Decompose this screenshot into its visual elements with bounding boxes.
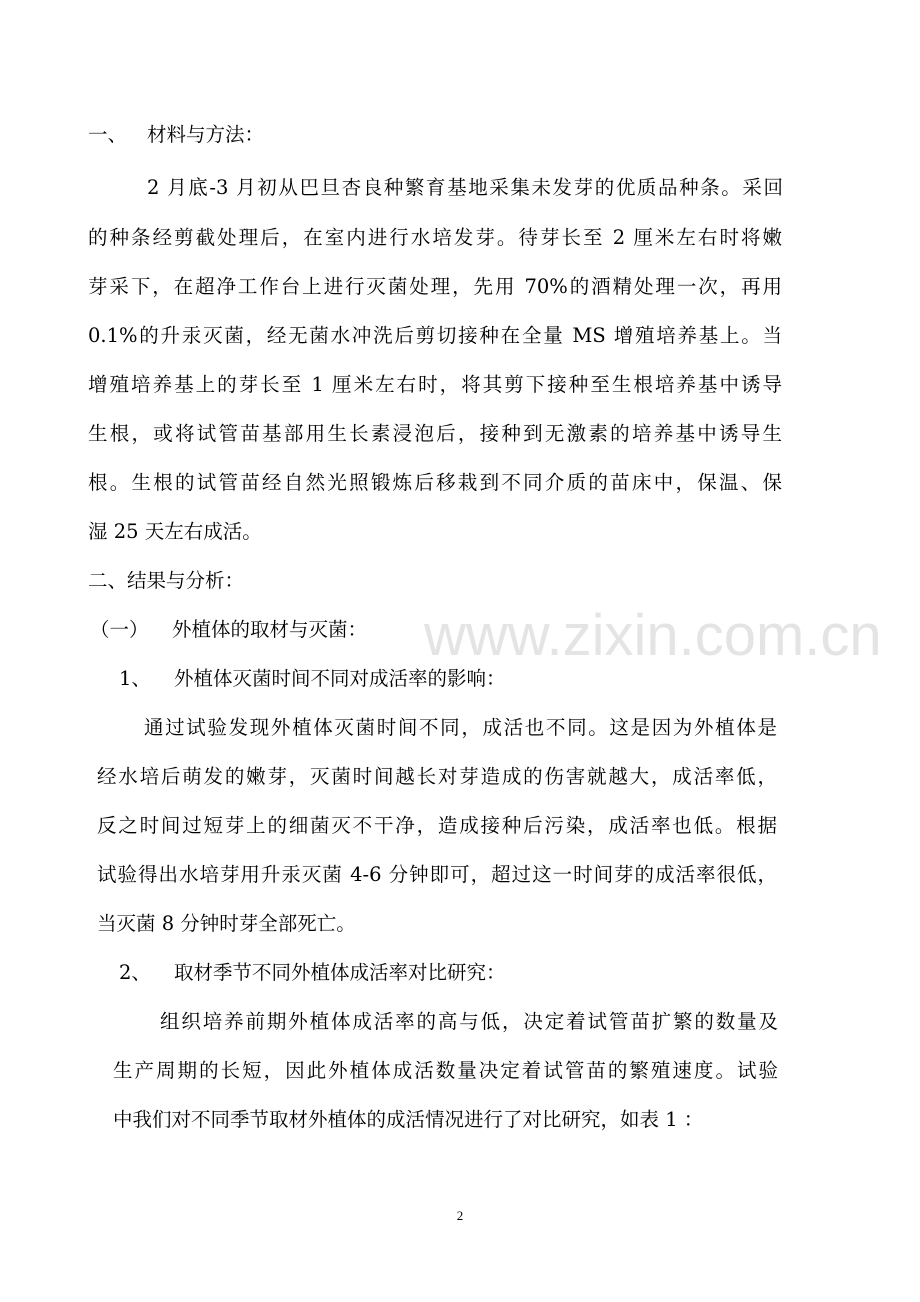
paragraph-line: 中我们对不同季节取材外植体的成活情况进行了对比研究，如表 1 ：	[113, 1108, 704, 1131]
paragraph-line: 的种条经剪截处理后，在室内进行水培发芽。待芽长至 2 厘米左右时将嫩	[88, 226, 782, 249]
section1-heading: 材料与方法：	[147, 123, 265, 146]
paragraph-line: 生根，或将试管苗基部用生长素浸泡后，接种到无激素的培养基中诱导生	[88, 422, 782, 445]
paragraph-line: 湿 25 天左右成活。	[88, 520, 262, 543]
paragraph-line: 根。生根的试管苗经自然光照锻炼后移栽到不同介质的苗床中，保温、保	[88, 471, 782, 494]
page-number: 2	[456, 1208, 464, 1223]
paragraph-line: 0.1%的升汞灭菌，经无菌水冲洗后剪切接种在全量 MS 增殖培养基上。当	[88, 324, 782, 347]
subsection1-number: （一）	[90, 618, 149, 641]
paragraph-line: 组织培养前期外植体成活率的高与低，决定着试管苗扩繁的数量及	[160, 1010, 778, 1033]
paragraph-line: 当灭菌 8 分钟时芽全部死亡。	[97, 912, 356, 935]
watermark: www.zixin.com.cn	[424, 603, 882, 668]
section1-number: 一、	[88, 123, 128, 146]
subsection1-heading: 外植体的取材与灭菌：	[172, 618, 368, 641]
paragraph-line: 芽采下，在超净工作台上进行灭菌处理，先用 70%的酒精处理一次，再用	[88, 275, 782, 298]
paragraph-line: 经水培后萌发的嫩芽，灭菌时间越长对芽造成的伤害就越大，成活率低，	[97, 765, 777, 788]
paragraph-line: 通过试验发现外植体灭菌时间不同，成活也不同。这是因为外植体是	[144, 716, 777, 739]
section2-heading: 二、结果与分析：	[88, 569, 245, 592]
item1-number: 1、	[119, 667, 151, 690]
item1-heading: 外植体灭菌时间不同对成活率的影响：	[174, 667, 506, 690]
paragraph-line: 增殖培养基上的芽长至 1 厘米左右时，将其剪下接种至生根培养基中诱导	[88, 373, 782, 396]
paragraph-line: 2 月底-3 月初从巴旦杏良种繁育基地采集未发芽的优质品种条。采回	[147, 176, 783, 199]
paragraph-line: 试验得出水培芽用升汞灭菌 4-6 分钟即可，超过这一时间芽的成活率很低，	[97, 863, 777, 886]
paragraph-line: 生产周期的长短，因此外植体成活数量决定着试管苗的繁殖速度。试验	[113, 1059, 778, 1082]
paragraph-line: 反之时间过短芽上的细菌灭不干净，造成接种后污染，成活率也低。根据	[97, 814, 777, 837]
item2-heading: 取材季节不同外植体成活率对比研究：	[174, 961, 506, 984]
item2-number: 2、	[119, 961, 151, 984]
